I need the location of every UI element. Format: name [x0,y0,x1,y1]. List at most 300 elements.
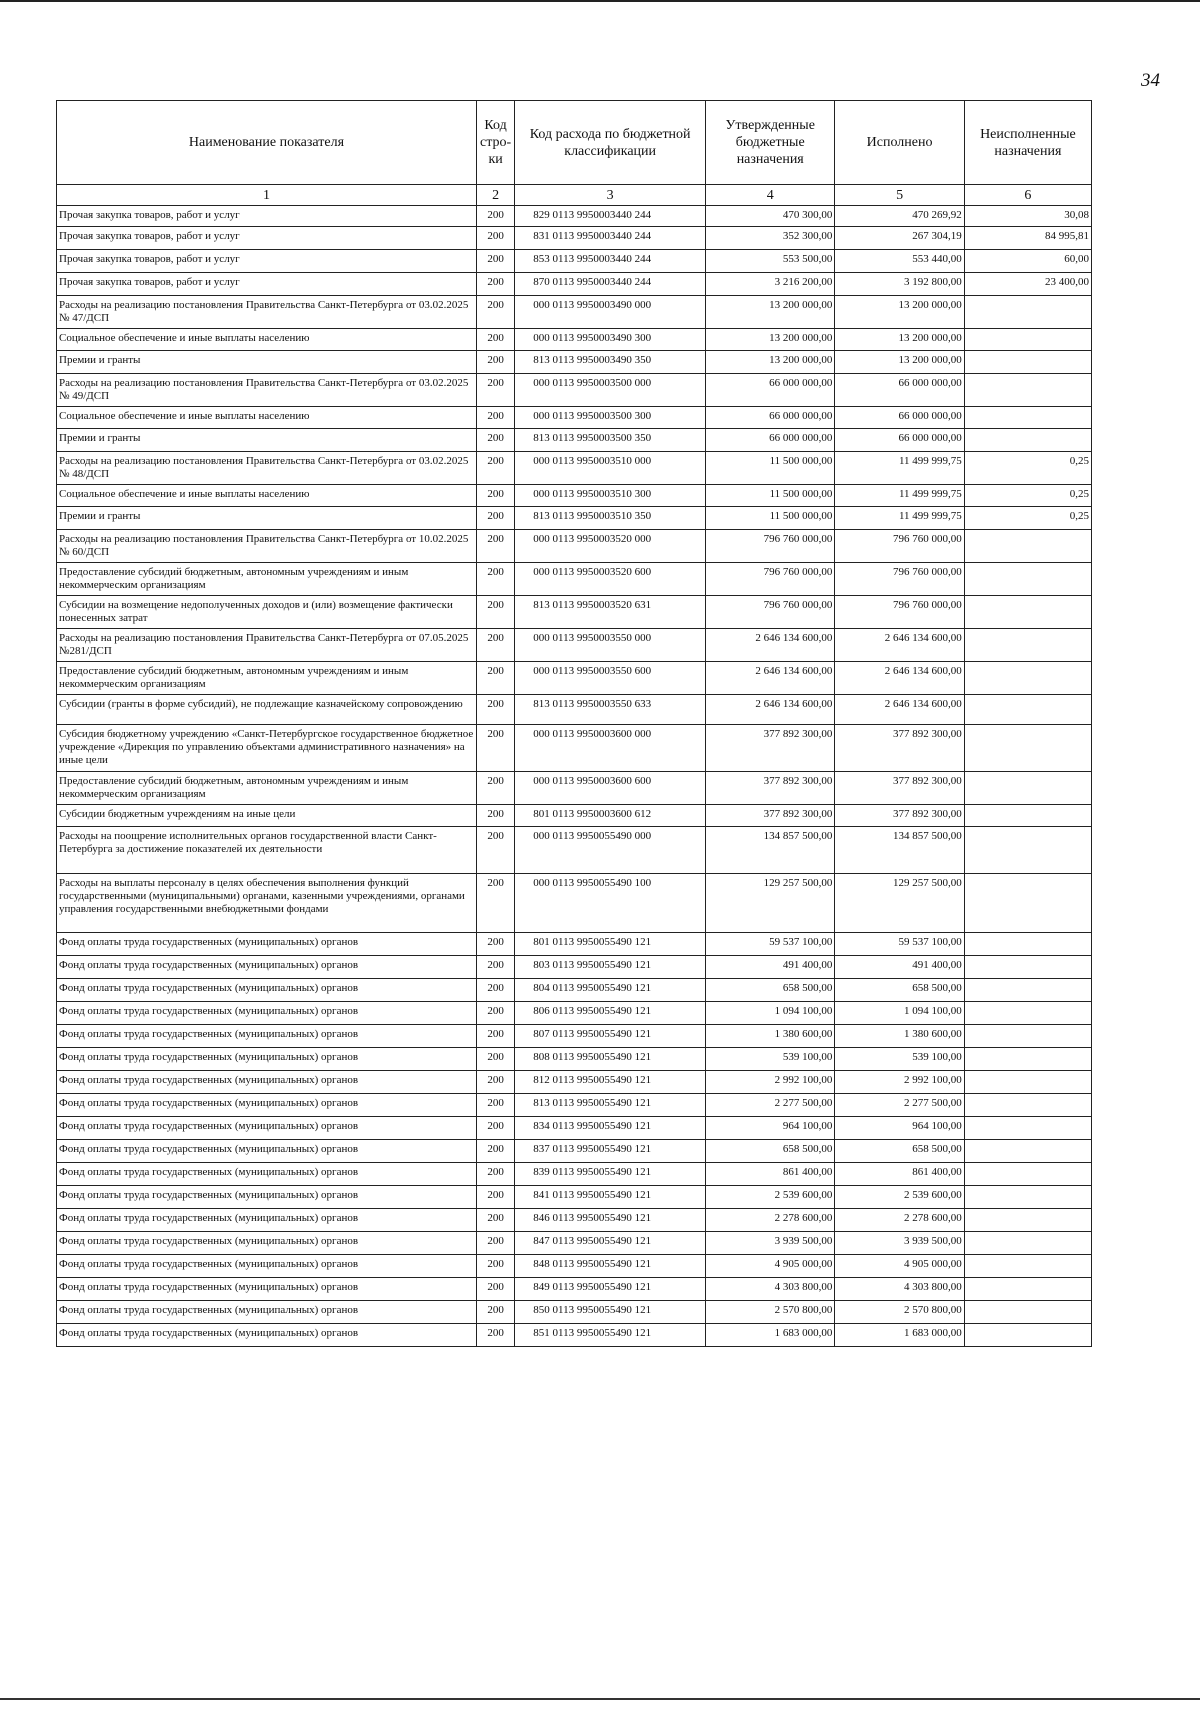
row-approved-amount: 13 200 000,00 [706,329,835,351]
table-row [57,507,1092,530]
row-approved-amount: 2 646 134 600,00 [706,629,835,662]
row-executed-amount: 377 892 300,00 [835,805,964,827]
row-executed-amount: 491 400,00 [835,956,964,979]
header-executed: Исполнено [835,101,964,185]
row-line-code: 200 [476,629,514,662]
row-indicator-name: Прочая закупка товаров, работ и услуг [57,273,477,296]
row-line-code: 200 [476,1186,514,1209]
row-line-code: 200 [476,206,514,227]
table-row [57,273,1092,296]
row-indicator-name: Фонд оплаты труда государственных (муниципальных) органов [57,956,477,979]
row-executed-amount: 3 192 800,00 [835,273,964,296]
row-indicator-name: Расходы на реализацию постановления Правительства Санкт-Петербурга от 10.02.2025 № 60/ДСП [57,530,477,563]
row-unexecuted-amount [964,351,1091,374]
row-indicator-name: Фонд оплаты труда государственных (муниципальных) органов [57,1232,477,1255]
row-line-code: 200 [476,1025,514,1048]
row-budget-classification-code: 850 0113 9950055490 121 [515,1301,706,1324]
table-row [57,1094,1092,1117]
table-row [57,485,1092,507]
row-line-code: 200 [476,662,514,695]
row-approved-amount: 658 500,00 [706,979,835,1002]
row-line-code: 200 [476,1117,514,1140]
row-executed-amount: 1 094 100,00 [835,1002,964,1025]
row-indicator-name: Премии и гранты [57,507,477,530]
row-budget-classification-code: 806 0113 9950055490 121 [515,1002,706,1025]
row-unexecuted-amount [964,1209,1091,1232]
row-executed-amount: 66 000 000,00 [835,407,964,429]
row-indicator-name: Фонд оплаты труда государственных (муниципальных) органов [57,933,477,956]
row-indicator-name: Фонд оплаты труда государственных (муниципальных) органов [57,1002,477,1025]
row-indicator-name: Фонд оплаты труда государственных (муниципальных) органов [57,1071,477,1094]
row-executed-amount: 553 440,00 [835,250,964,273]
table-row [57,1048,1092,1071]
row-unexecuted-amount [964,979,1091,1002]
row-approved-amount: 491 400,00 [706,956,835,979]
row-budget-classification-code: 000 0113 9950003600 600 [515,772,706,805]
row-executed-amount: 2 646 134 600,00 [835,695,964,725]
row-executed-amount: 2 646 134 600,00 [835,662,964,695]
row-approved-amount: 861 400,00 [706,1163,835,1186]
table-row [57,805,1092,827]
table-row [57,596,1092,629]
row-budget-classification-code: 841 0113 9950055490 121 [515,1186,706,1209]
table-row [57,772,1092,805]
budget-execution-table [56,100,1092,1347]
table-row [57,695,1092,725]
row-line-code: 200 [476,979,514,1002]
row-budget-classification-code: 803 0113 9950055490 121 [515,956,706,979]
row-line-code: 200 [476,1209,514,1232]
row-unexecuted-amount: 0,25 [964,485,1091,507]
row-line-code: 200 [476,1002,514,1025]
row-budget-classification-code: 000 0113 9950003490 000 [515,296,706,329]
table-row [57,874,1092,933]
row-indicator-name: Фонд оплаты труда государственных (муниципальных) органов [57,1186,477,1209]
row-indicator-name: Социальное обеспечение и иные выплаты населению [57,485,477,507]
row-budget-classification-code: 831 0113 9950003440 244 [515,227,706,250]
row-executed-amount: 861 400,00 [835,1163,964,1186]
row-budget-classification-code: 813 0113 9950003500 350 [515,429,706,452]
row-executed-amount: 4 303 800,00 [835,1278,964,1301]
row-approved-amount: 11 500 000,00 [706,507,835,530]
row-indicator-name: Фонд оплаты труда государственных (муниципальных) органов [57,1209,477,1232]
page-number: 34 [1141,70,1160,91]
row-approved-amount: 4 905 000,00 [706,1255,835,1278]
row-unexecuted-amount [964,1025,1091,1048]
row-unexecuted-amount [964,695,1091,725]
table-row [57,329,1092,351]
row-approved-amount: 129 257 500,00 [706,874,835,933]
table-row [57,1232,1092,1255]
row-line-code: 200 [476,429,514,452]
row-executed-amount: 377 892 300,00 [835,772,964,805]
table-row [57,563,1092,596]
row-budget-classification-code: 834 0113 9950055490 121 [515,1117,706,1140]
row-executed-amount: 13 200 000,00 [835,329,964,351]
row-unexecuted-amount [964,874,1091,933]
row-budget-classification-code: 813 0113 9950055490 121 [515,1094,706,1117]
row-budget-classification-code: 812 0113 9950055490 121 [515,1071,706,1094]
row-indicator-name: Предоставление субсидий бюджетным, автономным учреждениям и иным некоммерческим организациям [57,563,477,596]
row-line-code: 200 [476,530,514,563]
row-line-code: 200 [476,1232,514,1255]
row-unexecuted-amount [964,563,1091,596]
row-unexecuted-amount [964,1094,1091,1117]
row-budget-classification-code: 813 0113 9950003550 633 [515,695,706,725]
row-budget-classification-code: 829 0113 9950003440 244 [515,206,706,227]
row-line-code: 200 [476,805,514,827]
row-line-code: 200 [476,374,514,407]
row-budget-classification-code: 839 0113 9950055490 121 [515,1163,706,1186]
row-unexecuted-amount [964,1232,1091,1255]
row-unexecuted-amount [964,662,1091,695]
row-line-code: 200 [476,772,514,805]
row-approved-amount: 553 500,00 [706,250,835,273]
row-indicator-name: Прочая закупка товаров, работ и услуг [57,250,477,273]
row-line-code: 200 [476,1301,514,1324]
row-indicator-name: Фонд оплаты труда государственных (муниципальных) органов [57,1278,477,1301]
row-executed-amount: 1 380 600,00 [835,1025,964,1048]
row-indicator-name: Прочая закупка товаров, работ и услуг [57,206,477,227]
row-approved-amount: 377 892 300,00 [706,772,835,805]
row-executed-amount: 11 499 999,75 [835,507,964,530]
row-unexecuted-amount: 0,25 [964,452,1091,485]
row-line-code: 200 [476,725,514,772]
row-indicator-name: Субсидии (гранты в форме субсидий), не подлежащие казначейскому сопровождению [57,695,477,725]
row-executed-amount: 2 570 800,00 [835,1301,964,1324]
row-executed-amount: 2 992 100,00 [835,1071,964,1094]
table-row [57,1140,1092,1163]
row-executed-amount: 2 277 500,00 [835,1094,964,1117]
row-unexecuted-amount [964,805,1091,827]
row-line-code: 200 [476,1094,514,1117]
row-budget-classification-code: 000 0113 9950003550 600 [515,662,706,695]
table-row [57,1186,1092,1209]
row-line-code: 200 [476,827,514,874]
row-indicator-name: Социальное обеспечение и иные выплаты населению [57,329,477,351]
row-executed-amount: 539 100,00 [835,1048,964,1071]
row-approved-amount: 2 278 600,00 [706,1209,835,1232]
row-executed-amount: 796 760 000,00 [835,563,964,596]
row-executed-amount: 2 539 600,00 [835,1186,964,1209]
row-budget-classification-code: 000 0113 9950003490 300 [515,329,706,351]
header-approved-appropriations: Утвержденные бюджетные назначения [706,101,835,185]
row-approved-amount: 377 892 300,00 [706,725,835,772]
row-approved-amount: 352 300,00 [706,227,835,250]
table-row [57,1002,1092,1025]
row-executed-amount: 2 646 134 600,00 [835,629,964,662]
row-indicator-name: Субсидии на возмещение недополученных доходов и (или) возмещение фактически понесенных затрат [57,596,477,629]
table-row [57,374,1092,407]
row-budget-classification-code: 837 0113 9950055490 121 [515,1140,706,1163]
row-budget-classification-code: 813 0113 9950003490 350 [515,351,706,374]
row-approved-amount: 4 303 800,00 [706,1278,835,1301]
row-executed-amount: 13 200 000,00 [835,296,964,329]
row-budget-classification-code: 000 0113 9950003510 000 [515,452,706,485]
row-budget-classification-code: 847 0113 9950055490 121 [515,1232,706,1255]
row-indicator-name: Расходы на поощрение исполнительных органов государственной власти Санкт-Петербурга за достижение показателей их деятельности [57,827,477,874]
row-executed-amount: 3 939 500,00 [835,1232,964,1255]
row-line-code: 200 [476,1255,514,1278]
header-indicator-name: Наименование показателя [57,101,477,185]
table-row [57,979,1092,1002]
row-indicator-name: Расходы на реализацию постановления Правительства Санкт-Петербурга от 07.05.2025 №281/ДСП [57,629,477,662]
row-budget-classification-code: 870 0113 9950003440 244 [515,273,706,296]
column-number: 6 [964,185,1091,206]
row-budget-classification-code: 804 0113 9950055490 121 [515,979,706,1002]
row-indicator-name: Расходы на реализацию постановления Правительства Санкт-Петербурга от 03.02.2025 № 49/ДСП [57,374,477,407]
row-approved-amount: 1 380 600,00 [706,1025,835,1048]
row-line-code: 200 [476,227,514,250]
header-row [57,101,1092,185]
row-indicator-name: Расходы на реализацию постановления Правительства Санкт-Петербурга от 03.02.2025 № 48/ДСП [57,452,477,485]
table-row [57,1071,1092,1094]
row-indicator-name: Прочая закупка товаров, работ и услуг [57,227,477,250]
table-row [57,1278,1092,1301]
row-line-code: 200 [476,407,514,429]
row-unexecuted-amount: 0,25 [964,507,1091,530]
table-row [57,452,1092,485]
row-line-code: 200 [476,1048,514,1071]
row-unexecuted-amount [964,1140,1091,1163]
row-indicator-name: Премии и гранты [57,429,477,452]
row-approved-amount: 2 992 100,00 [706,1071,835,1094]
table-row [57,629,1092,662]
column-number: 1 [57,185,477,206]
row-budget-classification-code: 853 0113 9950003440 244 [515,250,706,273]
row-unexecuted-amount [964,596,1091,629]
row-executed-amount: 59 537 100,00 [835,933,964,956]
table-row [57,1324,1092,1347]
row-indicator-name: Предоставление субсидий бюджетным, автономным учреждениям и иным некоммерческим организациям [57,772,477,805]
row-line-code: 200 [476,329,514,351]
row-approved-amount: 796 760 000,00 [706,530,835,563]
row-unexecuted-amount [964,296,1091,329]
row-executed-amount: 658 500,00 [835,1140,964,1163]
table-row [57,296,1092,329]
row-approved-amount: 1 094 100,00 [706,1002,835,1025]
column-number: 2 [476,185,514,206]
row-approved-amount: 59 537 100,00 [706,933,835,956]
row-executed-amount: 267 304,19 [835,227,964,250]
row-line-code: 200 [476,695,514,725]
column-number-row [57,185,1092,206]
header-unexecuted-appropriations: Неисполненные назначения [964,101,1091,185]
table-row [57,827,1092,874]
row-unexecuted-amount [964,1301,1091,1324]
row-approved-amount: 1 683 000,00 [706,1324,835,1347]
row-approved-amount: 470 300,00 [706,206,835,227]
row-approved-amount: 2 646 134 600,00 [706,695,835,725]
row-unexecuted-amount [964,772,1091,805]
row-indicator-name: Фонд оплаты труда государственных (муниципальных) органов [57,1117,477,1140]
row-unexecuted-amount [964,933,1091,956]
row-line-code: 200 [476,250,514,273]
row-line-code: 200 [476,563,514,596]
row-indicator-name: Фонд оплаты труда государственных (муниципальных) органов [57,1094,477,1117]
table-row [57,956,1092,979]
row-unexecuted-amount [964,1324,1091,1347]
row-line-code: 200 [476,485,514,507]
bottom-scan-border [0,1698,1200,1700]
row-budget-classification-code: 000 0113 9950003510 300 [515,485,706,507]
row-indicator-name: Фонд оплаты труда государственных (муниципальных) органов [57,1301,477,1324]
top-scan-border [0,0,1200,2]
row-unexecuted-amount: 23 400,00 [964,273,1091,296]
row-line-code: 200 [476,452,514,485]
row-executed-amount: 796 760 000,00 [835,530,964,563]
row-budget-classification-code: 851 0113 9950055490 121 [515,1324,706,1347]
row-executed-amount: 13 200 000,00 [835,351,964,374]
row-line-code: 200 [476,1071,514,1094]
row-budget-classification-code: 000 0113 9950003520 600 [515,563,706,596]
row-unexecuted-amount: 30,08 [964,206,1091,227]
row-line-code: 200 [476,1324,514,1347]
row-unexecuted-amount [964,1002,1091,1025]
column-number: 5 [835,185,964,206]
row-unexecuted-amount [964,1163,1091,1186]
row-indicator-name: Фонд оплаты труда государственных (муниципальных) органов [57,1163,477,1186]
row-approved-amount: 796 760 000,00 [706,596,835,629]
row-unexecuted-amount [964,329,1091,351]
row-executed-amount: 11 499 999,75 [835,485,964,507]
table-body [57,185,1092,1347]
table-row [57,407,1092,429]
row-approved-amount: 13 200 000,00 [706,296,835,329]
row-executed-amount: 2 278 600,00 [835,1209,964,1232]
row-executed-amount: 4 905 000,00 [835,1255,964,1278]
row-line-code: 200 [476,351,514,374]
row-executed-amount: 470 269,92 [835,206,964,227]
row-indicator-name: Фонд оплаты труда государственных (муниципальных) органов [57,1255,477,1278]
row-approved-amount: 796 760 000,00 [706,563,835,596]
table-row [57,351,1092,374]
row-line-code: 200 [476,1163,514,1186]
table-row [57,1255,1092,1278]
row-line-code: 200 [476,296,514,329]
row-approved-amount: 3 939 500,00 [706,1232,835,1255]
row-line-code: 200 [476,273,514,296]
row-budget-classification-code: 846 0113 9950055490 121 [515,1209,706,1232]
row-indicator-name: Социальное обеспечение и иные выплаты населению [57,407,477,429]
row-budget-classification-code: 801 0113 9950055490 121 [515,933,706,956]
table-row [57,933,1092,956]
row-budget-classification-code: 849 0113 9950055490 121 [515,1278,706,1301]
row-approved-amount: 11 500 000,00 [706,485,835,507]
table-row [57,1163,1092,1186]
row-unexecuted-amount [964,1071,1091,1094]
row-approved-amount: 2 570 800,00 [706,1301,835,1324]
row-approved-amount: 964 100,00 [706,1117,835,1140]
row-executed-amount: 377 892 300,00 [835,725,964,772]
row-approved-amount: 377 892 300,00 [706,805,835,827]
row-line-code: 200 [476,1278,514,1301]
row-budget-classification-code: 000 0113 9950003500 300 [515,407,706,429]
row-budget-classification-code: 848 0113 9950055490 121 [515,1255,706,1278]
row-approved-amount: 66 000 000,00 [706,374,835,407]
row-indicator-name: Расходы на реализацию постановления Правительства Санкт-Петербурга от 03.02.2025 № 47/ДСП [57,296,477,329]
row-approved-amount: 2 277 500,00 [706,1094,835,1117]
header-budget-classification-code: Код расхода по бюджетной классификации [515,101,706,185]
row-executed-amount: 1 683 000,00 [835,1324,964,1347]
row-line-code: 200 [476,1140,514,1163]
row-budget-classification-code: 807 0113 9950055490 121 [515,1025,706,1048]
row-approved-amount: 66 000 000,00 [706,429,835,452]
row-approved-amount: 2 539 600,00 [706,1186,835,1209]
row-unexecuted-amount [964,725,1091,772]
row-approved-amount: 134 857 500,00 [706,827,835,874]
row-unexecuted-amount [964,374,1091,407]
row-budget-classification-code: 813 0113 9950003520 631 [515,596,706,629]
row-indicator-name: Субсидии бюджетным учреждениям на иные цели [57,805,477,827]
row-unexecuted-amount: 60,00 [964,250,1091,273]
row-indicator-name: Расходы на выплаты персоналу в целях обеспечения выполнения функций государственными (муниципальными) органами, казенными учреждениями, органами управления государственными внебюджетными фондами [57,874,477,933]
row-line-code: 200 [476,933,514,956]
table-row [57,250,1092,273]
table-row [57,429,1092,452]
table-row [57,662,1092,695]
row-executed-amount: 134 857 500,00 [835,827,964,874]
table-row [57,725,1092,772]
row-unexecuted-amount [964,1255,1091,1278]
row-budget-classification-code: 808 0113 9950055490 121 [515,1048,706,1071]
row-executed-amount: 658 500,00 [835,979,964,1002]
row-budget-classification-code: 000 0113 9950055490 000 [515,827,706,874]
row-indicator-name: Фонд оплаты труда государственных (муниципальных) органов [57,979,477,1002]
row-executed-amount: 66 000 000,00 [835,429,964,452]
row-unexecuted-amount [964,956,1091,979]
row-executed-amount: 964 100,00 [835,1117,964,1140]
table-row [57,1025,1092,1048]
row-approved-amount: 13 200 000,00 [706,351,835,374]
column-number: 4 [706,185,835,206]
row-unexecuted-amount [964,530,1091,563]
row-indicator-name: Фонд оплаты труда государственных (муниципальных) органов [57,1048,477,1071]
table-row [57,227,1092,250]
row-line-code: 200 [476,507,514,530]
row-approved-amount: 11 500 000,00 [706,452,835,485]
row-approved-amount: 658 500,00 [706,1140,835,1163]
row-line-code: 200 [476,874,514,933]
row-budget-classification-code: 000 0113 9950003600 000 [515,725,706,772]
row-unexecuted-amount [964,1048,1091,1071]
row-unexecuted-amount [964,1278,1091,1301]
row-budget-classification-code: 000 0113 9950003550 000 [515,629,706,662]
row-budget-classification-code: 813 0113 9950003510 350 [515,507,706,530]
row-executed-amount: 11 499 999,75 [835,452,964,485]
table-row [57,1301,1092,1324]
table-row [57,1117,1092,1140]
column-number: 3 [515,185,706,206]
row-line-code: 200 [476,956,514,979]
row-indicator-name: Фонд оплаты труда государственных (муниципальных) органов [57,1025,477,1048]
row-budget-classification-code: 801 0113 9950003600 612 [515,805,706,827]
row-approved-amount: 3 216 200,00 [706,273,835,296]
row-indicator-name: Предоставление субсидий бюджетным, автономным учреждениям и иным некоммерческим организациям [57,662,477,695]
row-approved-amount: 66 000 000,00 [706,407,835,429]
table-row [57,530,1092,563]
row-indicator-name: Премии и гранты [57,351,477,374]
row-unexecuted-amount [964,1117,1091,1140]
table-row [57,206,1092,227]
row-indicator-name: Субсидия бюджетному учреждению «Санкт-Петербургское государственное бюджетное учреждение «Дирекция по управлению объектами административного назначения» на иные цели [57,725,477,772]
row-unexecuted-amount [964,1186,1091,1209]
row-executed-amount: 796 760 000,00 [835,596,964,629]
row-executed-amount: 129 257 500,00 [835,874,964,933]
row-approved-amount: 539 100,00 [706,1048,835,1071]
header-line-code: Код стро-ки [476,101,514,185]
row-line-code: 200 [476,596,514,629]
